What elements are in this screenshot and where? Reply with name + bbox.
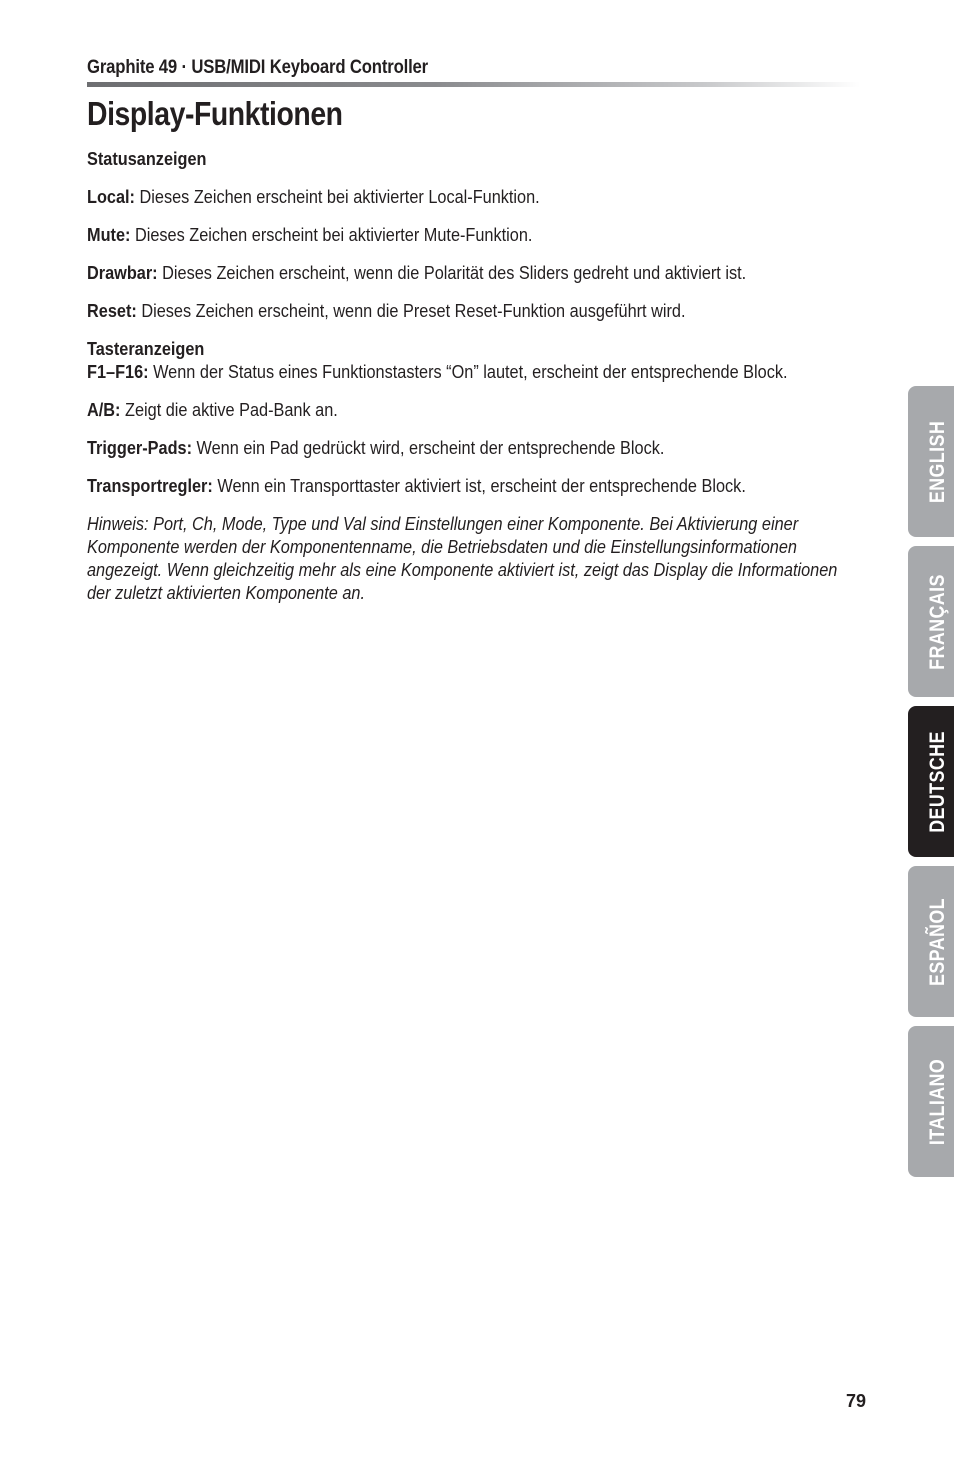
main-content: [87, 148, 857, 605]
status-item-text: Dieses Zeichen erscheint, wenn die Polarität des Sliders gedreht und aktiviert ist.: [157, 263, 747, 283]
header-divider: [87, 82, 860, 87]
language-tab-label: ENGLISH: [926, 420, 949, 503]
language-tab-label: ITALIANO: [926, 1058, 949, 1145]
page-number: 79: [846, 1391, 867, 1411]
taster-item-term: F1–F16:: [87, 362, 149, 382]
taster-item-term: A/B:: [87, 400, 121, 420]
status-item-mute: [87, 224, 856, 247]
taster-item-term: Transportregler:: [87, 476, 213, 496]
status-item-text: Dieses Zeichen erscheint, wenn die Preset Reset-Funktion ausgeführt wird.: [136, 301, 686, 321]
language-tab-label: FRANÇAIS: [926, 573, 949, 670]
status-item-term: Drawbar:: [87, 263, 158, 283]
status-item-term: Mute:: [87, 225, 131, 245]
taster-item-term: Trigger-Pads:: [87, 438, 193, 458]
status-item-local: [87, 186, 856, 209]
status-item-term: Local:: [87, 187, 135, 207]
taster-item-text: Wenn der Status eines Funktionstasters “On” lautet, erscheint der entsprechende Block.: [148, 362, 788, 382]
language-tab-deutsche[interactable]: [908, 706, 954, 857]
language-tab-label: DEUTSCHE: [926, 730, 949, 833]
language-tab-francais[interactable]: [908, 546, 954, 697]
status-item-drawbar: [87, 262, 856, 285]
hinweis-note: Hinweis: Port, Ch, Mode, Type und Val sind Einstellungen einer Komponente. Bei Aktivierung einer Komponente werden der Komponentenname, die Betriebsdaten und die Einstellungsinformationen angezeigt. Wenn gleichzeitig mehr als eine Komponente aktiviert ist, zeigt das Display die Informationen der zuletzt aktivierten Komponente an.: [87, 514, 838, 603]
status-item-reset: [87, 300, 856, 323]
taster-item-text: Wenn ein Pad gedrückt wird, erscheint der entsprechende Block.: [192, 438, 665, 458]
taster-item-text: Zeigt die aktive Pad-Bank an.: [120, 400, 338, 420]
language-tab-label: ESPAÑOL: [926, 897, 949, 986]
taster-section-heading: Tasteranzeigen: [87, 339, 205, 359]
taster-item-ab: [87, 399, 856, 422]
taster-item-transportregler: [87, 475, 856, 498]
status-item-text: Dieses Zeichen erscheint bei aktivierter Local-Funktion.: [134, 187, 540, 207]
language-tab-espanol[interactable]: [908, 866, 954, 1017]
taster-item-text: Wenn ein Transporttaster aktiviert ist, erscheint der entsprechende Block.: [212, 476, 746, 496]
language-tab-english[interactable]: [908, 386, 954, 537]
status-section-heading: Statusanzeigen: [87, 149, 207, 169]
status-item-text: Dieses Zeichen erscheint bei aktivierter Mute-Funktion.: [130, 225, 533, 245]
status-item-term: Reset:: [87, 301, 137, 321]
page-title: Display-Funktionen: [87, 95, 343, 132]
language-tab-italiano[interactable]: [908, 1026, 954, 1177]
taster-item-trigger-pads: [87, 437, 856, 460]
taster-item-f1-f16: [87, 361, 856, 384]
document-header-title: Graphite 49 · USB/MIDI Keyboard Controller: [87, 57, 428, 78]
